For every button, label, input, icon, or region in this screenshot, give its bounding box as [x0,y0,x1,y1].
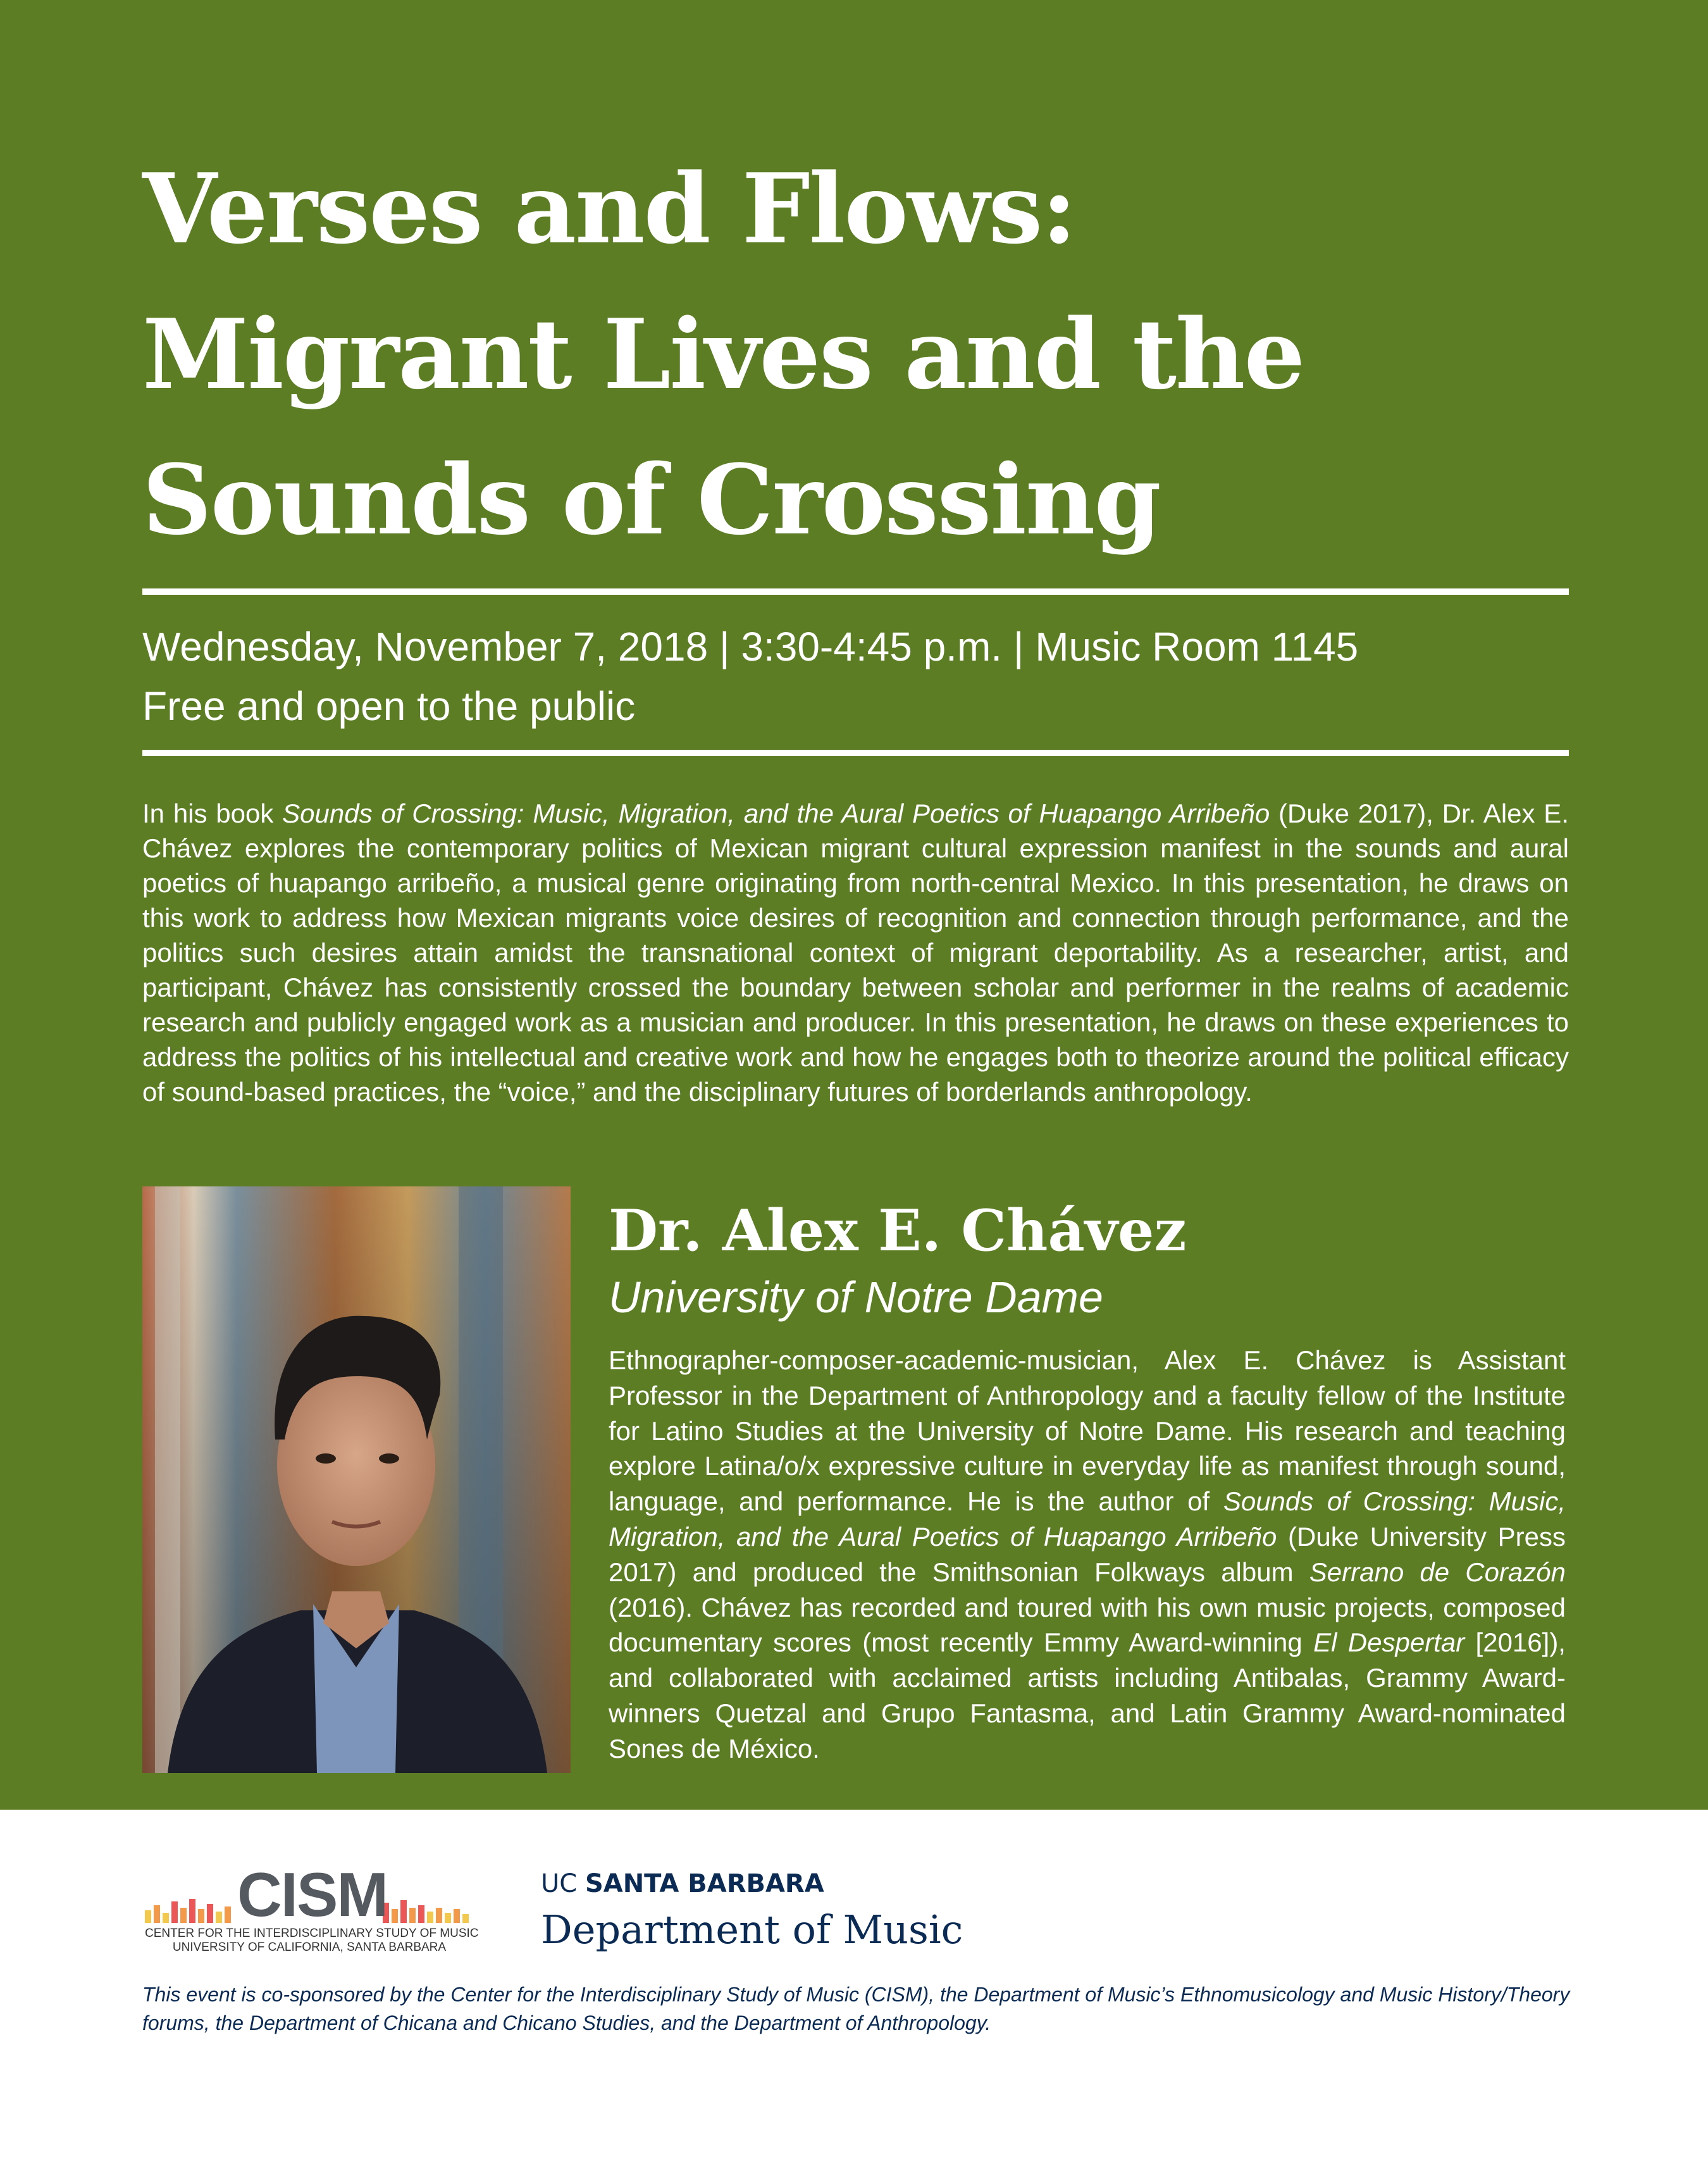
bio-text-4: [2016]), and collaborated with acclaimed artists including Antibalas, Grammy Award-winners Quetzal and Grupo Fantasma, and Latin Grammy Award-nominated Sones de México. [609,1627,1566,1763]
event-date-time-location: Wednesday, November 7, 2018 | 3:30-4:45 p.m. | Music Room 1145 [142,624,1359,669]
title-line-2: Migrant Lives and the [142,297,1304,411]
bio-text-3: (2016). Chávez has recorded and toured with his own music projects, composed documentary scores (most recently Emmy Award-winning [609,1592,1566,1658]
event-admission: Free and open to the public [142,683,636,729]
divider-top [142,588,1569,595]
bio-album-title: Serrano de Corazón [1309,1557,1566,1587]
title-line-1: Verses and Flows: [142,152,1076,265]
divider-bottom [142,750,1569,756]
event-details [142,617,1572,736]
bio-film-title: El Despertar [1313,1627,1465,1658]
event-abstract [142,796,1569,1109]
abstract-book-title: Sounds of Crossing: Music, Migration, and the Aural Poetics of Huapango Arribeño [282,799,1270,828]
cism-full-name: CENTER FOR THE INTERDISCIPLINARY STUDY OF MUSIC [145,1927,479,1940]
ucsb-uc: UC [541,1869,578,1898]
department-name: Department of Music [541,1906,963,1953]
bio-text-2: (Duke University Press 2017) and produced the Smithsonian Folkways album [609,1521,1566,1587]
sponsor-note: This event is co-sponsored by the Center for the Interdisciplinary Study of Music (CISM), the Department of Music’s Ethnomusicology and Music History/Theory forums, the Department of Chicana and Chicano Studies, and the Department of Anthropology. [142,1983,1570,2034]
cism-university: UNIVERSITY OF CALIFORNIA, SANTA BARBARA [172,1941,447,1954]
speaker-bio [609,1343,1566,1767]
bio-book-title: Sounds of Crossing: Music, Migration, and the Aural Poetics of Huapango Arribeño [609,1486,1566,1552]
speaker-name: Dr. Alex E. Chávez [609,1197,1187,1264]
abstract-text-1: In his book [142,799,283,828]
cism-logo [142,1860,479,1954]
ucsb-wordmark [541,1868,824,1900]
cism-acronym: CISM [237,1860,387,1929]
ucsb-santa-barbara: SANTA BARBARA [585,1869,824,1898]
abstract-text-2: (Duke 2017), Dr. Alex E. Chávez explores the contemporary politics of Mexican migrant cultural expression manifest in the sounds and aural poetics of huapango arribeño, a musical genre originating from north-central Mexico. In this presentation, he draws on this work to address how Mexican migrants voice desires of recognition and connection through performance, and the politics such desires attain amidst the transnational context of migrant deportability. As a researcher, artist, and participant, Chávez has consistently crossed the boundary between scholar and performer in the realms of academic research and publicly engaged work as a musician and producer. In this presentation, he draws on these experiences to address the politics of his intellectual and creative work and how he engages both to theorize around the political efficacy of sound-based practices, the “voice,” and the disciplinary futures of borderlands anthropology. [142,799,1569,1107]
speaker-photo [142,1186,571,1773]
speaker-affiliation: University of Notre Dame [609,1272,1103,1322]
title-line-3: Sounds of Crossing [142,443,1160,556]
event-title [142,136,1597,573]
bio-text-1: Ethnographer-composer-academic-musician, Alex E. Chávez is Assistant Professor in the Department of Anthropology and a faculty fellow of the Institute for Latino Studies at the University of Notre Dame. His research and teaching explore Latina/o/x expressive culture in everyday life as manifest through sound, language, and performance. He is the author of [609,1345,1566,1517]
